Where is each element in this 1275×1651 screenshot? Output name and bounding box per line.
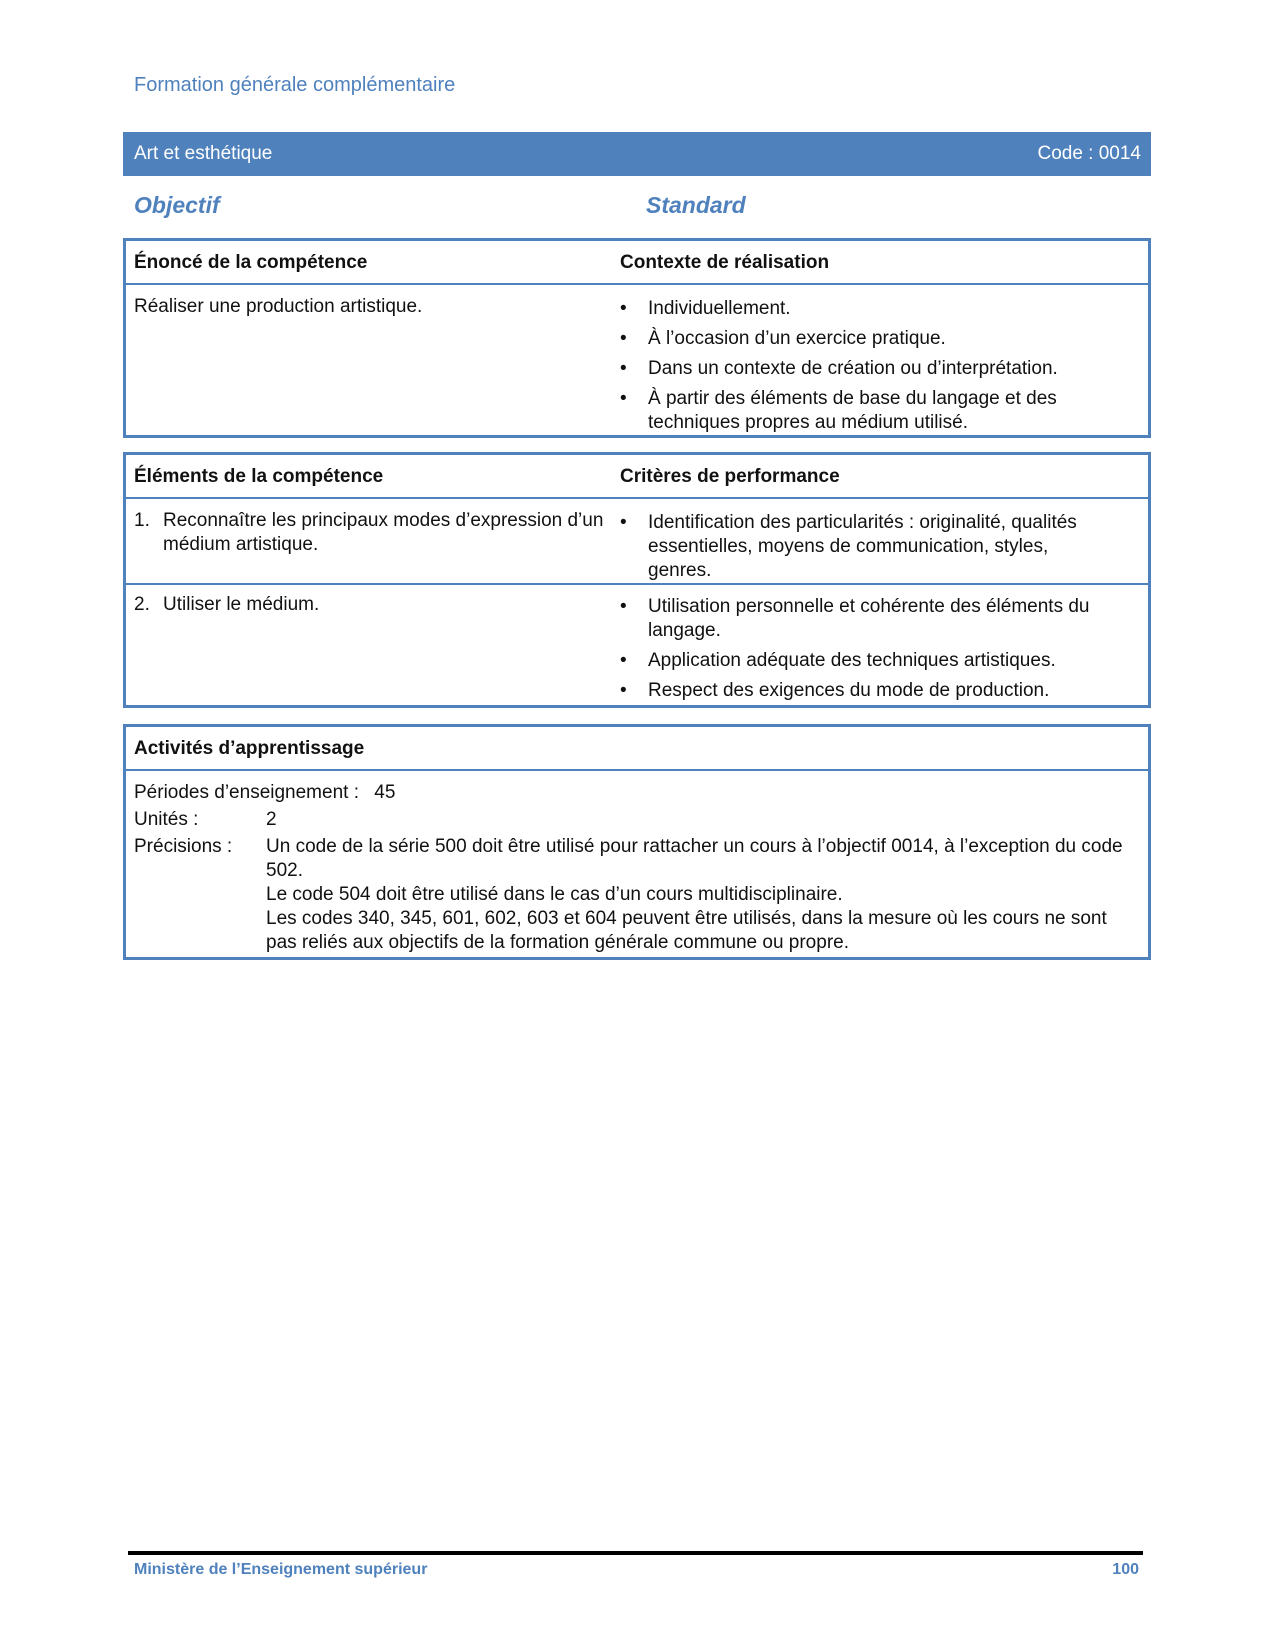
standard-heading: Standard	[646, 192, 746, 218]
elements-table	[123, 452, 1151, 708]
element-text: Utiliser le médium.	[163, 594, 320, 615]
element-number: 1.	[134, 510, 150, 531]
footer	[134, 1561, 1139, 1579]
table-header-row	[126, 241, 1148, 285]
criteria-list	[620, 595, 1110, 709]
precisions-label: Précisions :	[134, 836, 233, 857]
criteria-heading: Critères de performance	[620, 466, 840, 487]
list-item: • Application adéquate des techniques artistiques.	[620, 649, 1110, 673]
activities-heading: Activités d’apprentissage	[134, 738, 365, 759]
precisions-text	[266, 835, 1126, 955]
competence-table	[123, 238, 1151, 438]
page-number: 100	[1112, 1561, 1139, 1578]
element-item-2	[134, 593, 614, 617]
list-item	[134, 509, 614, 557]
objective-heading: Objectif	[134, 192, 220, 218]
units-label: Unités :	[134, 809, 199, 830]
context-heading: Contexte de réalisation	[620, 252, 830, 273]
precision-paragraph: Un code de la série 500 doit être utilisé pour rattacher un cours à l’objectif 0014, à l’exception du code 502.	[266, 836, 1123, 881]
list-item	[134, 593, 614, 617]
list-item: • À partir des éléments de base du langage et des techniques propres au médium utilisé.	[620, 387, 1110, 435]
elements-heading: Éléments de la compétence	[134, 466, 384, 487]
ministry-name: Ministère de l’Enseignement supérieur	[134, 1561, 428, 1578]
list-item: • Dans un contexte de création ou d’interprétation.	[620, 357, 1110, 381]
periods-line	[134, 781, 395, 805]
precision-paragraph: Le code 504 doit être utilisé dans le cas d’un cours multidisciplinaire.	[266, 884, 843, 905]
competence-statement: Réaliser une production artistique.	[134, 296, 423, 317]
context-list	[620, 297, 1110, 441]
subject-title: Art et esthétique	[134, 143, 273, 164]
objective-code: Code : 0014	[1037, 143, 1141, 164]
list-item: • Respect des exigences du mode de production.	[620, 679, 1110, 703]
list-item: • À l’occasion d’un exercice pratique.	[620, 327, 1110, 351]
list-item: • Utilisation personnelle et cohérente des éléments du langage.	[620, 595, 1110, 643]
list-item: • Identification des particularités : originalité, qualités essentielles, moyens de communication, styles, genres.	[620, 511, 1110, 583]
title-bar	[123, 132, 1151, 176]
element-number: 2.	[134, 594, 150, 615]
table-header-row	[126, 455, 1148, 499]
precision-paragraph: Les codes 340, 345, 601, 602, 603 et 604 peuvent être utilisés, dans la mesure où les cours ne sont pas reliés aux objectifs de la formation générale commune ou propre.	[266, 908, 1107, 953]
column-headings	[134, 192, 1144, 222]
criteria-list	[620, 511, 1110, 589]
table-header-row	[126, 727, 1148, 771]
page-header: Formation générale complémentaire	[134, 74, 456, 96]
table-row	[126, 583, 1148, 703]
table-row	[126, 499, 1148, 583]
units-line	[134, 808, 277, 832]
table-row	[126, 285, 1148, 435]
activities-table	[123, 724, 1151, 960]
list-item: • Individuellement.	[620, 297, 1110, 321]
units-value: 2	[266, 809, 277, 830]
footer-rule	[128, 1551, 1143, 1555]
periods-label: Périodes d’enseignement :	[134, 782, 359, 803]
periods-value: 45	[374, 782, 396, 803]
competence-statement-heading: Énoncé de la compétence	[134, 252, 368, 273]
element-text: Reconnaître les principaux modes d’expression d’un médium artistique.	[163, 510, 604, 555]
element-item-1	[134, 509, 614, 557]
